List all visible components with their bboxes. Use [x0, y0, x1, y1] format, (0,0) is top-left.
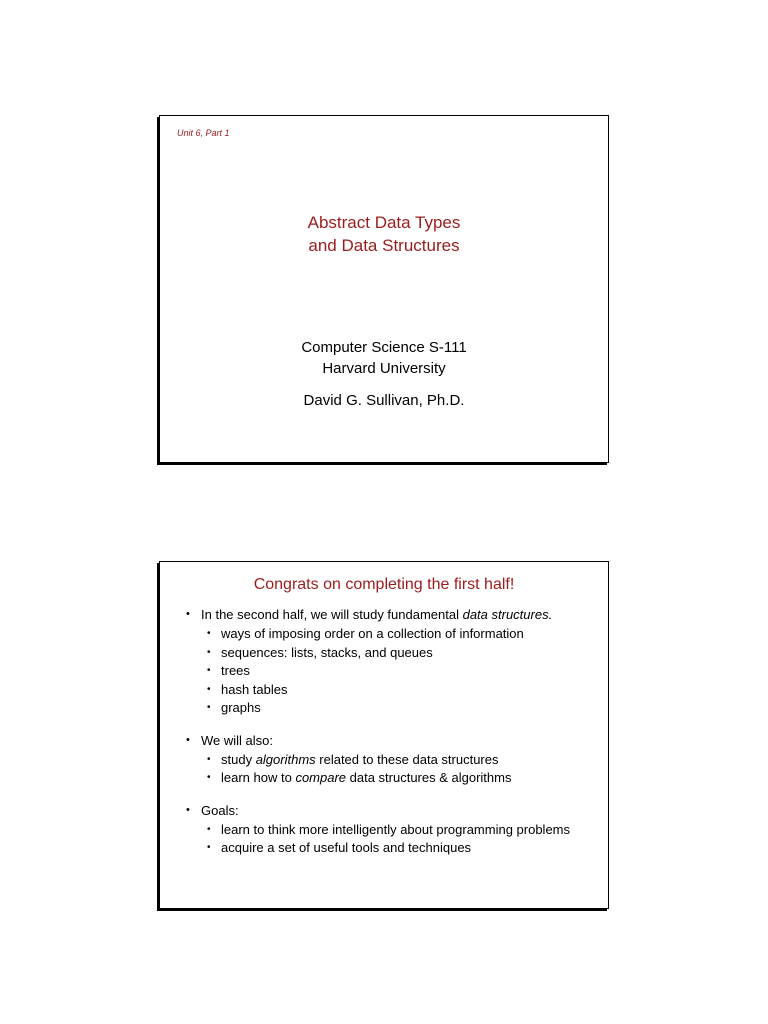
bullet-item: • Goals: — [160, 802, 608, 819]
sub-bullet-item — [160, 769, 608, 788]
sub-bullet-text: data structures & algorithms — [346, 770, 512, 785]
sub-bullet-item: • hash tables — [160, 681, 608, 700]
sub-bullet-text: learn how to — [221, 770, 296, 785]
sub-bullet-item: • trees — [160, 662, 608, 681]
bullet-item — [160, 606, 608, 623]
university-name: Harvard University — [322, 360, 446, 377]
sub-bullet-emphasis: compare — [295, 770, 347, 785]
content-slide — [159, 561, 609, 909]
title-line-1: Abstract Data Types — [307, 213, 461, 232]
sub-bullet-item: • acquire a set of useful tools and techniques — [160, 839, 608, 858]
sub-bullet-item — [160, 751, 608, 770]
bullet-text: In the second half, we will study fundamental — [201, 607, 463, 622]
slide-title — [160, 211, 608, 257]
author-name: David G. Sullivan, Ph.D. — [303, 392, 465, 409]
sub-bullet-text: related to these data structures — [315, 751, 499, 767]
slide-title: Congrats on completing the first half! — [253, 576, 515, 593]
title-slide — [159, 115, 609, 463]
bullet-item: • We will also: — [160, 732, 608, 749]
title-line-2: and Data Structures — [308, 236, 460, 255]
sub-bullet-item: • learn to think more intelligently about programming problems — [160, 821, 608, 840]
bullet-emphasis: data structures. — [462, 607, 553, 622]
bullet-list — [160, 606, 608, 858]
sub-bullet-text: study — [221, 751, 256, 767]
course-name: Computer Science S-111 — [301, 339, 467, 356]
unit-label: Unit 6, Part 1 — [177, 128, 230, 138]
sub-bullet-emphasis: algorithms — [255, 751, 316, 767]
sub-bullet-item: • graphs — [160, 699, 608, 718]
sub-bullet-item: • ways of imposing order on a collection of information — [160, 625, 608, 644]
sub-bullet-item: • sequences: lists, stacks, and queues — [160, 644, 608, 663]
course-info — [160, 337, 608, 411]
